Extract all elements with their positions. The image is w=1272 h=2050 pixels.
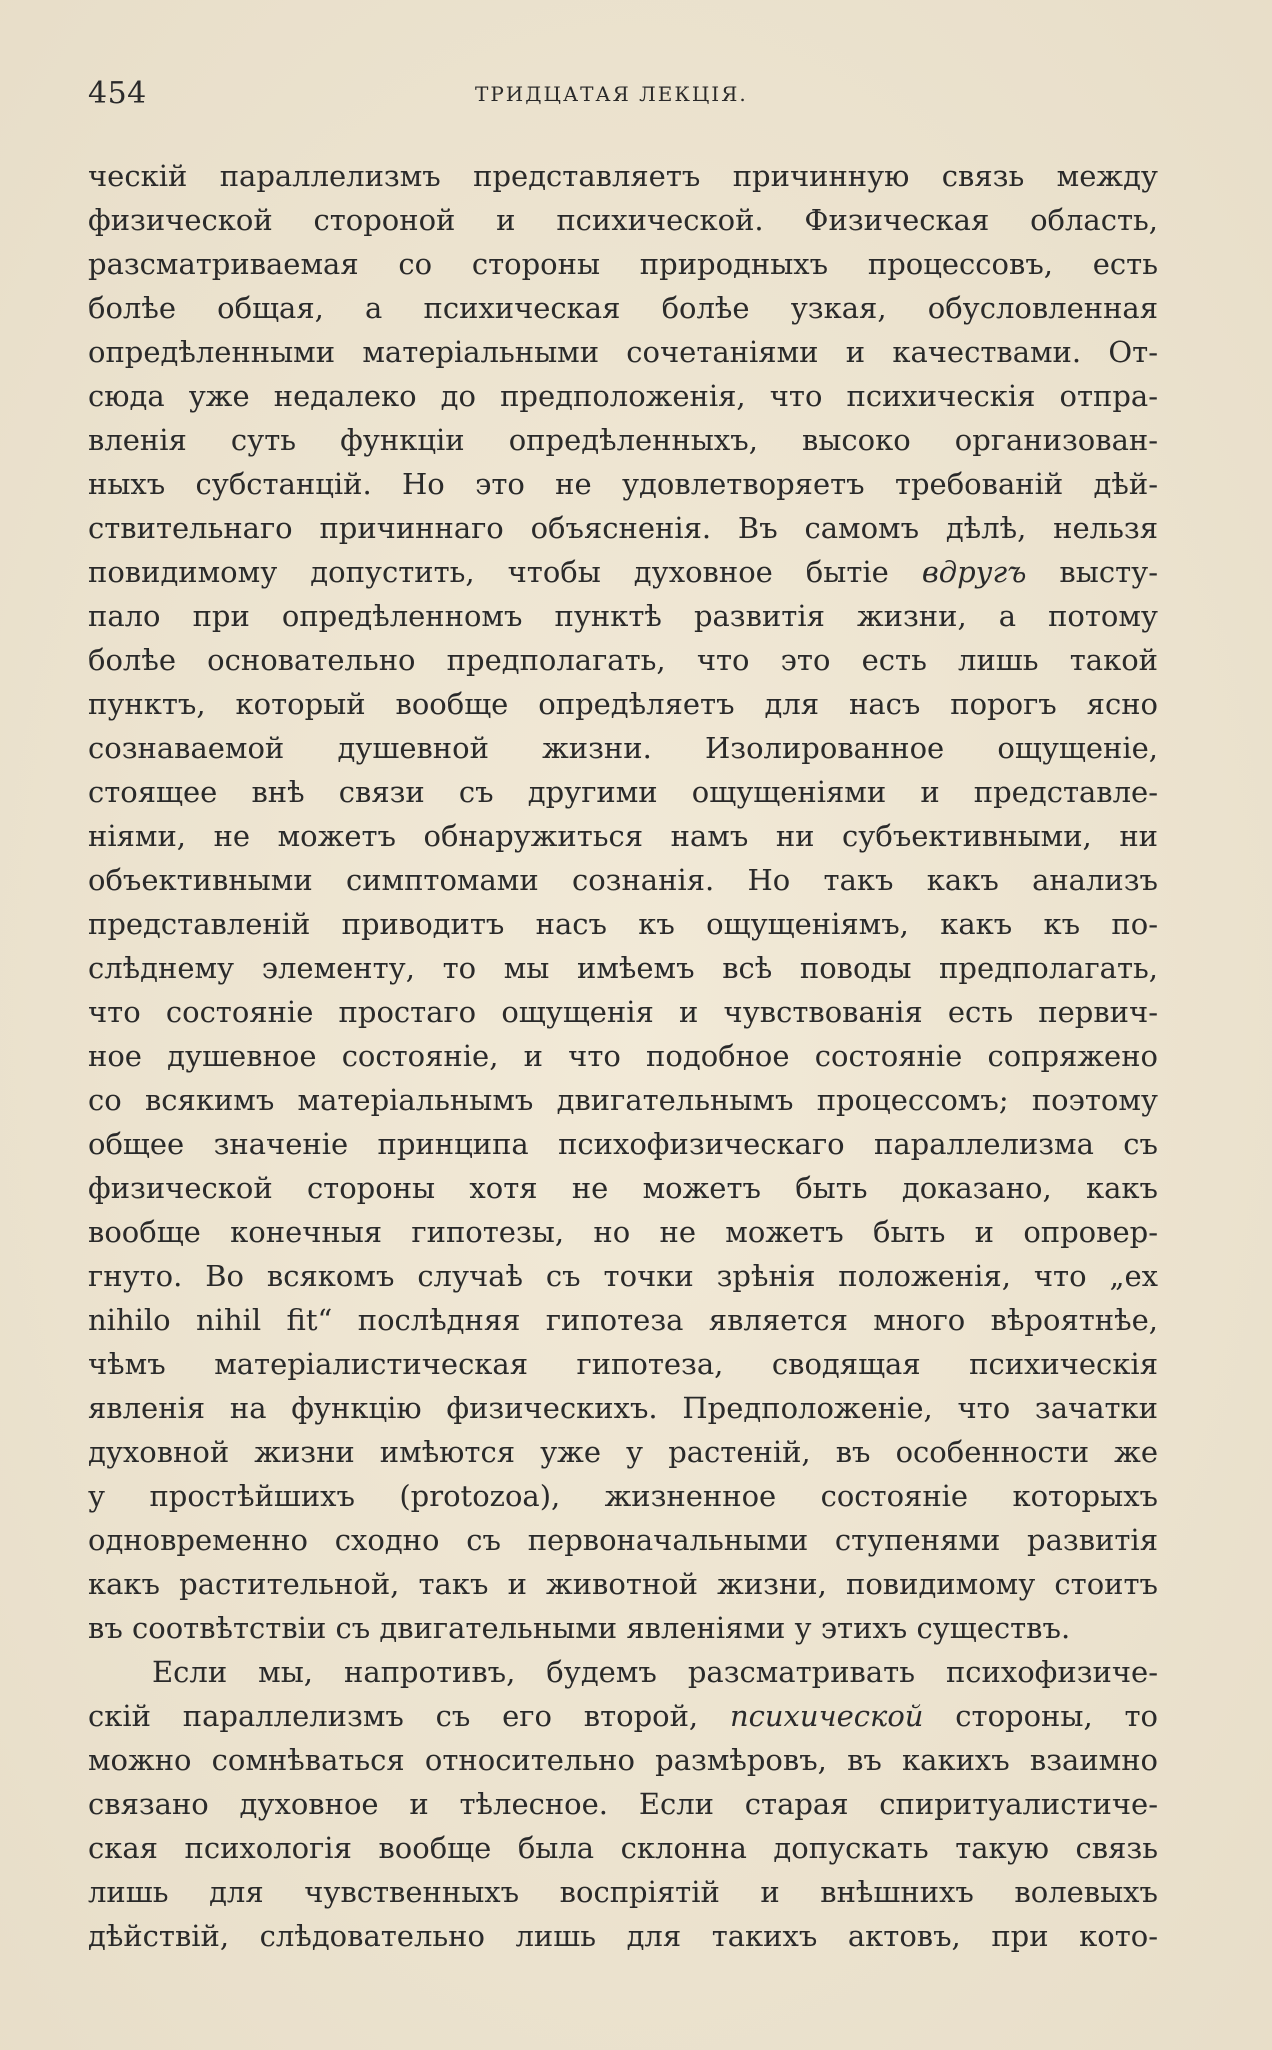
text-line: разсматриваемая со стороны природныхъ процессовъ, есть [88,247,1158,281]
text-line: духовной жизни имѣются уже у растеній, въ особенности же [88,1435,1158,1469]
text-line: одновременно сходно съ первоначальными ступенями развитія [88,1523,1158,1557]
text-line: ное душевное состояніе, и что подобное состояніе сопряжено [88,1039,1158,1073]
paragraph-2 [88,1650,1158,1958]
text-line: какъ растительной, такъ и животной жизни, повидимому стоитъ [88,1567,1158,1601]
text-line: болѣе основательно предполагать, что это есть лишь такой [88,643,1158,677]
text-line: общее значеніе принципа психофизическаго параллелизма съ [88,1127,1158,1161]
text-line: сюда уже недалеко до предположенія, что психическія отпра- [88,379,1158,413]
text-line: можно сомнѣваться относительно размѣровъ, въ какихъ взаимно [88,1743,1158,1777]
text-body [88,154,1158,1958]
text-line: Если мы, напротивъ, будемъ разсматривать психофизиче- [152,1655,1158,1689]
text-line: лишь для чувственныхъ воспріятій и внѣшнихъ волевыхъ [88,1875,1158,1909]
text-segment: повидимому допустить, чтобы духовное бытіе [88,555,922,589]
text-line: болѣе общая, а психическая болѣе узкая, обусловленная [88,291,1158,325]
text-line: ніями, не можетъ обнаружиться намъ ни субъективными, ни [88,819,1158,853]
text-line: ская психологія вообще была склонна допускать такую связь [88,1831,1158,1865]
text-line: пунктъ, который вообще опредѣляетъ для насъ порогъ ясно [88,687,1158,721]
text-line: представленій приводитъ насъ къ ощущеніямъ, какъ къ по- [88,907,1158,941]
page-number: 454 [88,76,147,111]
text-line: чѣмъ матеріалистическая гипотеза, сводящая психическія [88,1347,1158,1381]
text-line: физической стороной и психической. Физическая область, [88,203,1158,237]
text-line: вленія суть функціи опредѣленныхъ, высоко организован- [88,423,1158,457]
text-line: вообще конечныя гипотезы, но не можетъ быть и опровер- [88,1215,1158,1249]
text-segment: высту- [1026,555,1158,589]
running-title: ТРИДЦАТАЯ ЛЕКЦІЯ. [475,82,748,106]
text-line: ныхъ субстанцій. Но это не удовлетворяетъ требованій дѣй- [88,467,1158,501]
text-line: слѣднему элементу, то мы имѣемъ всѣ поводы предполагать, [88,951,1158,985]
text-line: nihilo nihil fit“ послѣдняя гипотеза является много вѣроятнѣе, [88,1303,1158,1337]
text-segment: стороны, то [923,1699,1158,1733]
text-line: пало при опредѣленномъ пунктѣ развитія жизни, а потому [88,599,1158,633]
text-line: гнуто. Во всякомъ случаѣ съ точки зрѣнія положенія, что „ex [88,1259,1158,1293]
emphasized-word: вдругъ [921,555,1027,589]
text-line: объективными симптомами сознанія. Но такъ какъ анализъ [88,863,1158,897]
text-line: физической стороны хотя не можетъ быть доказано, какъ [88,1171,1158,1205]
emphasized-word: психической [729,1699,924,1733]
page-header [88,76,1158,118]
text-line: что состояніе простаго ощущенія и чувствованія есть первич- [88,995,1158,1029]
paragraph-1 [88,154,1158,1650]
text-line: явленія на функцію физическихъ. Предположеніе, что зачатки [88,1391,1158,1425]
text-line: ствительнаго причиннаго объясненія. Въ самомъ дѣлѣ, нельзя [88,511,1158,545]
text-line: дѣйствій, слѣдовательно лишь для такихъ актовъ, при кото- [88,1919,1158,1953]
text-segment: скій параллелизмъ съ его второй, [88,1699,730,1733]
text-line: въ соотвѣтствіи съ двигательными явленіями у этихъ существъ. [88,1611,1071,1645]
text-line: стоящее внѣ связи съ другими ощущеніями и представле- [88,775,1158,809]
text-line: ческій параллелизмъ представляетъ причинную связь между [88,159,1158,193]
text-line: сознаваемой душевной жизни. Изолированное ощущеніе, [88,731,1158,765]
text-line [88,1694,1158,1738]
text-line [88,550,1158,594]
text-line: у простѣйшихъ (protozoa), жизненное состояніе которыхъ [88,1479,1158,1513]
text-line: опредѣленными матеріальными сочетаніями и качествами. От- [88,335,1158,369]
text-line: со всякимъ матеріальнымъ двигательнымъ процессомъ; поэтому [88,1083,1158,1117]
text-line: связано духовное и тѣлесное. Если старая спиритуалистиче- [88,1787,1158,1821]
